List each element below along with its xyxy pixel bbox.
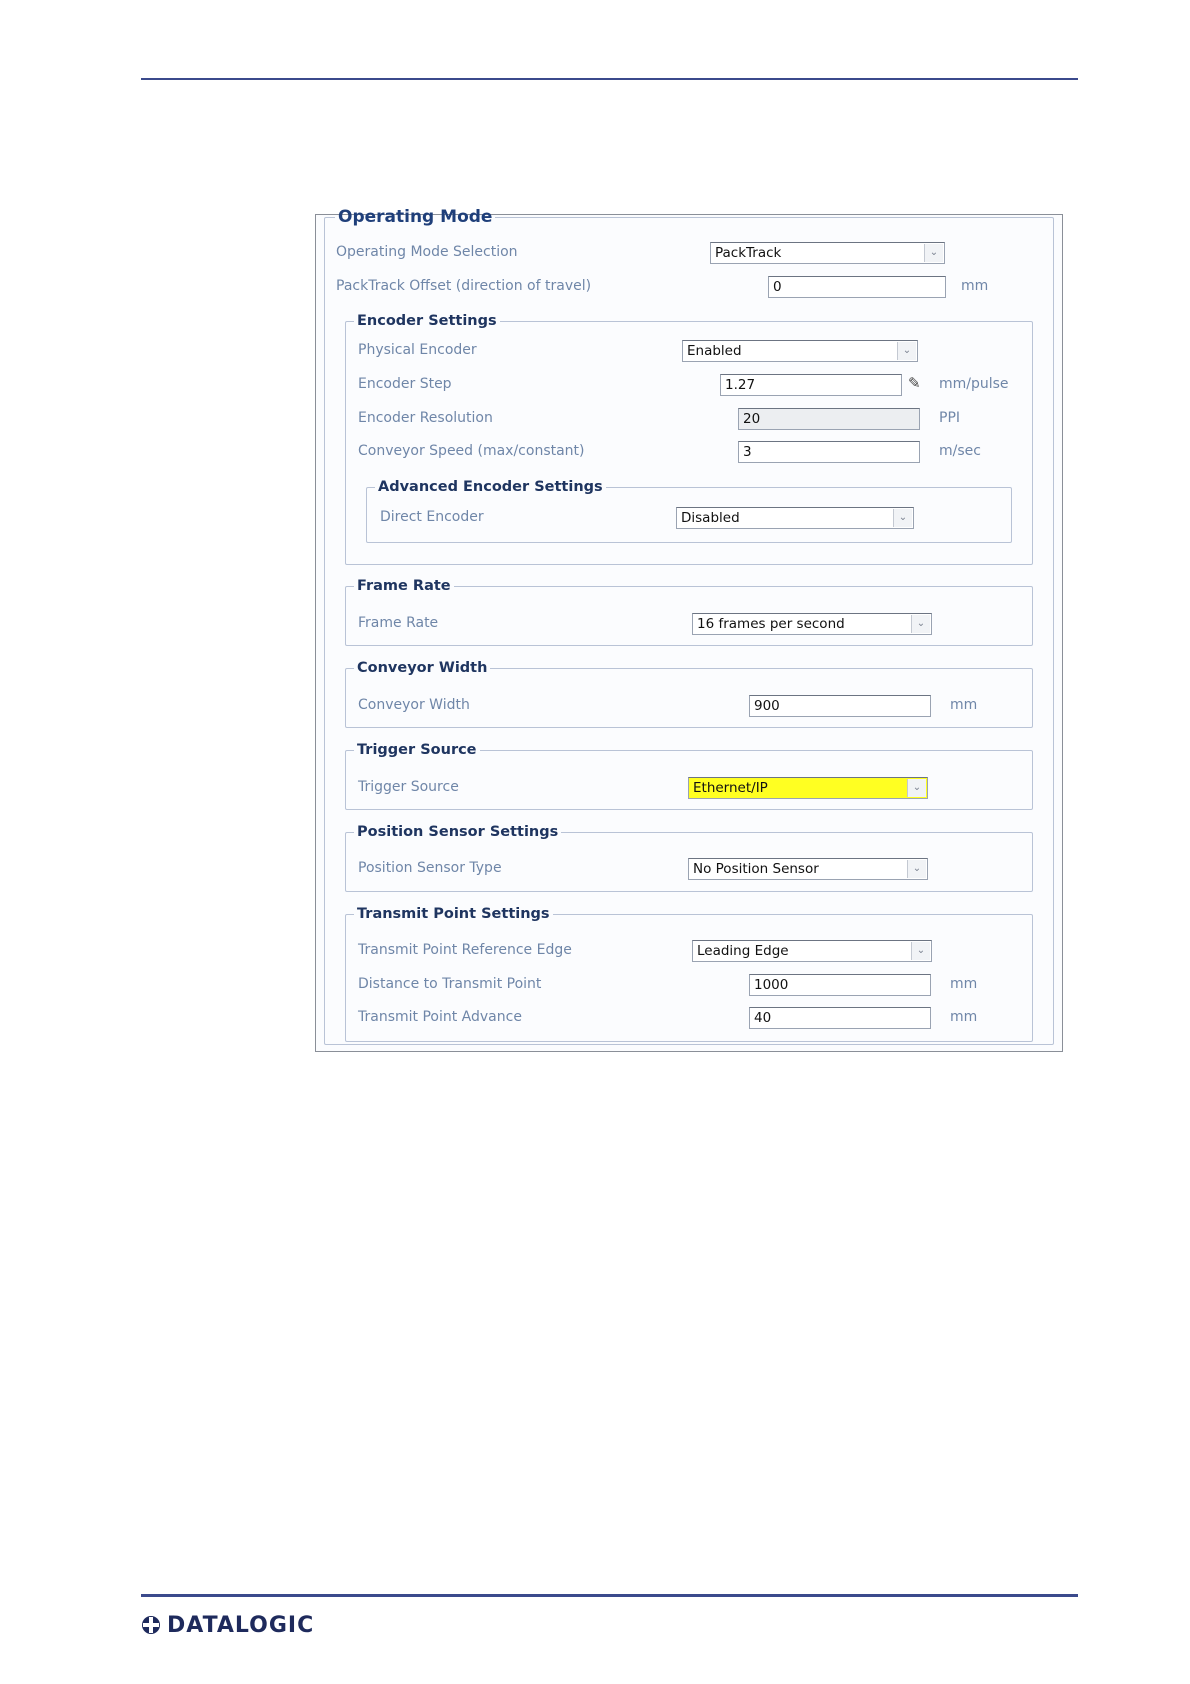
physical-encoder-label: Physical Encoder — [358, 342, 477, 358]
operating-mode-value: PackTrack — [715, 245, 782, 261]
position-sensor-type-label: Position Sensor Type — [358, 860, 502, 876]
encoder-resolution-unit: PPI — [939, 410, 961, 426]
distance-to-transmit-point-label: Distance to Transmit Point — [358, 976, 542, 992]
physical-encoder-value: Enabled — [687, 343, 742, 359]
position-sensor-title: Position Sensor Settings — [357, 824, 559, 840]
encoder-resolution-label: Encoder Resolution — [358, 410, 493, 426]
position-sensor-select[interactable] — [688, 858, 928, 880]
encoder-resolution-value: 20 — [738, 408, 920, 430]
advanced-encoder-settings-title: Advanced Encoder Settings — [378, 479, 603, 495]
transmit-point-advance-label: Transmit Point Advance — [358, 1009, 522, 1025]
packtrack-offset-unit: mm — [961, 278, 989, 294]
frame-rate-label: Frame Rate — [358, 615, 439, 631]
packtrack-offset-input[interactable]: 0 — [768, 276, 946, 298]
direct-encoder-select[interactable] — [676, 507, 914, 529]
conveyor-width-label: Conveyor Width — [358, 697, 470, 713]
trigger-source-value: Ethernet/IP — [693, 780, 768, 796]
chevron-down-icon[interactable]: ⌄ — [924, 244, 943, 262]
conveyor-speed-input[interactable]: 3 — [738, 441, 920, 463]
frame-rate-title: Frame Rate — [357, 578, 451, 594]
operating-mode-selection-label: Operating Mode Selection — [336, 244, 518, 260]
datalogic-logo-text: DATALOGIC — [167, 1612, 315, 1638]
transmit-point-reference-edge-select[interactable] — [692, 940, 932, 962]
packtrack-offset-label: PackTrack Offset (direction of travel) — [336, 278, 592, 294]
conveyor-speed-label: Conveyor Speed (max/constant) — [358, 443, 585, 459]
encoder-step-label: Encoder Step — [358, 376, 452, 392]
datalogic-logo-icon — [141, 1615, 161, 1635]
frame-rate-value: 16 frames per second — [697, 616, 845, 632]
trigger-source-select[interactable] — [688, 777, 928, 799]
chevron-down-icon[interactable]: ⌄ — [907, 779, 926, 797]
frame-rate-select[interactable] — [692, 613, 932, 635]
transmit-point-advance-input[interactable]: 40 — [749, 1007, 931, 1029]
transmit-point-reference-edge-value: Leading Edge — [697, 943, 789, 959]
chevron-down-icon[interactable]: ⌄ — [911, 942, 930, 960]
chevron-down-icon[interactable]: ⌄ — [907, 860, 926, 878]
operating-mode-panel — [315, 207, 1063, 1052]
frame-rate-group — [345, 578, 1033, 646]
conveyor-speed-unit: m/sec — [939, 443, 981, 459]
conveyor-width-input[interactable]: 900 — [749, 695, 931, 717]
direct-encoder-value: Disabled — [681, 510, 740, 526]
trigger-source-title: Trigger Source — [357, 742, 477, 758]
encoder-step-unit: mm/pulse — [939, 376, 1009, 392]
footer-rule — [141, 1594, 1078, 1597]
encoder-step-input[interactable]: 1.27 — [720, 374, 902, 396]
transmit-point-reference-edge-label: Transmit Point Reference Edge — [358, 942, 572, 958]
direct-encoder-label: Direct Encoder — [380, 509, 484, 525]
conveyor-width-unit: mm — [950, 697, 978, 713]
transmit-point-title: Transmit Point Settings — [357, 906, 550, 922]
trigger-source-label: Trigger Source — [358, 779, 459, 795]
pencil-icon[interactable]: ✎ — [908, 374, 921, 392]
encoder-settings-title: Encoder Settings — [357, 313, 497, 329]
distance-to-transmit-point-unit: mm — [950, 976, 978, 992]
operating-mode-title: Operating Mode — [338, 207, 493, 227]
position-sensor-value: No Position Sensor — [693, 861, 819, 877]
chevron-down-icon[interactable]: ⌄ — [893, 509, 912, 527]
datalogic-logo — [141, 1609, 314, 1641]
conveyor-width-title: Conveyor Width — [357, 660, 488, 676]
physical-encoder-select[interactable] — [682, 340, 918, 362]
chevron-down-icon[interactable]: ⌄ — [911, 615, 930, 633]
distance-to-transmit-point-input[interactable]: 1000 — [749, 974, 931, 996]
operating-mode-select[interactable] — [710, 242, 945, 264]
chevron-down-icon[interactable]: ⌄ — [897, 342, 916, 360]
transmit-point-advance-unit: mm — [950, 1009, 978, 1025]
header-rule — [141, 78, 1078, 80]
